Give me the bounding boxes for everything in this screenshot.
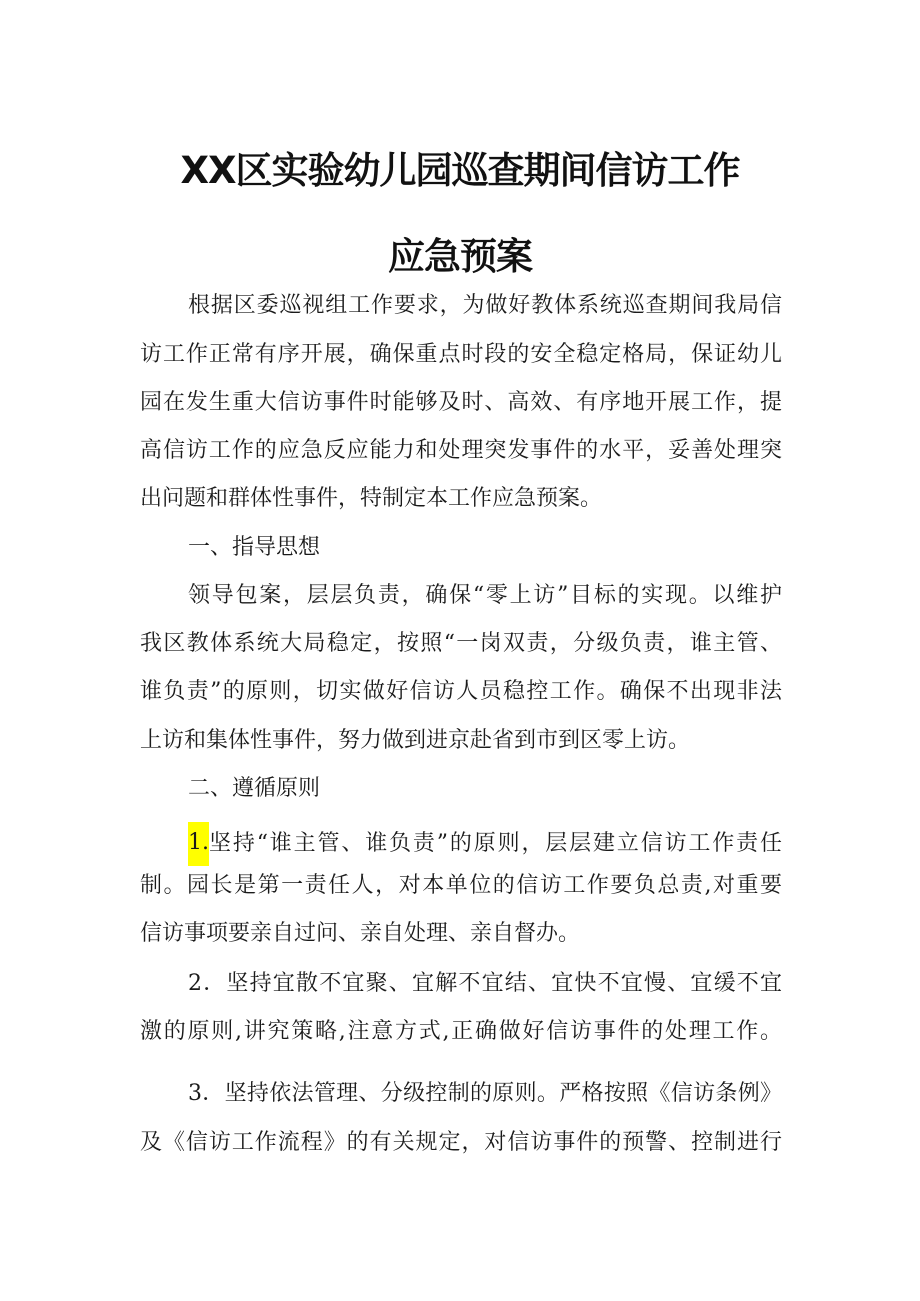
intro-line: 访工作正常有序开展，确保重点时段的安全稳定格局，保证幼儿 [140,342,782,367]
intro-line: 高信访工作的应急反应能力和处理突发事件的水平，妥善处理突 [140,438,782,463]
section1-line: 领导包案，层层负责，确保“零上访”目标的实现。以维护 [188,583,782,608]
item1-line: 制。园长是第一责任人，对本单位的信访工作要负总责,对重要 [140,873,782,898]
item2-line: 2．坚持宜散不宜聚、宜解不宜结、宜快不宜慢、宜缓不宜 [188,971,782,996]
section1-line: 我区教体系统大局稳定，按照“一岗双责，分级负责，谁主管、 [140,631,782,656]
intro-line: 根据区委巡视组工作要求，为做好教体系统巡查期间我局信 [188,293,782,318]
intro-line: 园在发生重大信访事件时能够及时、高效、有序地开展工作，提 [140,390,782,415]
document-title-line2: 应急预案 [388,235,532,278]
section1-line: 上访和集体性事件，努力做到进京赴省到市到区零上访。 [140,728,691,753]
intro-line: 出问题和群体性事件，特制定本工作应急预案。 [140,486,603,511]
item1-first-line [188,822,782,866]
item1-number-highlight: 1. [188,822,209,866]
item1-line: 坚持“谁主管、谁负责”的原则，层层建立信访工作责任 [209,831,782,856]
item2-line: 激的原则,讲究策略,注意方式,正确做好信访事件的处理工作。 [140,1019,782,1044]
item3-line: 3．坚持依法管理、分级控制的原则。严格按照《信访条例》 [188,1081,782,1106]
item1-line: 信访事项要亲自过问、亲自处理、亲自督办。 [140,921,581,946]
section-heading-principles: 二、遵循原则 [188,776,321,801]
document-title-line1: XX区实验幼儿园巡查期间信访工作 [180,149,740,192]
section-heading-guiding-thought: 一、指导思想 [188,535,321,560]
section1-line: 谁负责”的原则，切实做好信访人员稳控工作。确保不出现非法 [140,679,782,704]
item3-line: 及《信访工作流程》的有关规定，对信访事件的预警、控制进行 [140,1130,782,1155]
